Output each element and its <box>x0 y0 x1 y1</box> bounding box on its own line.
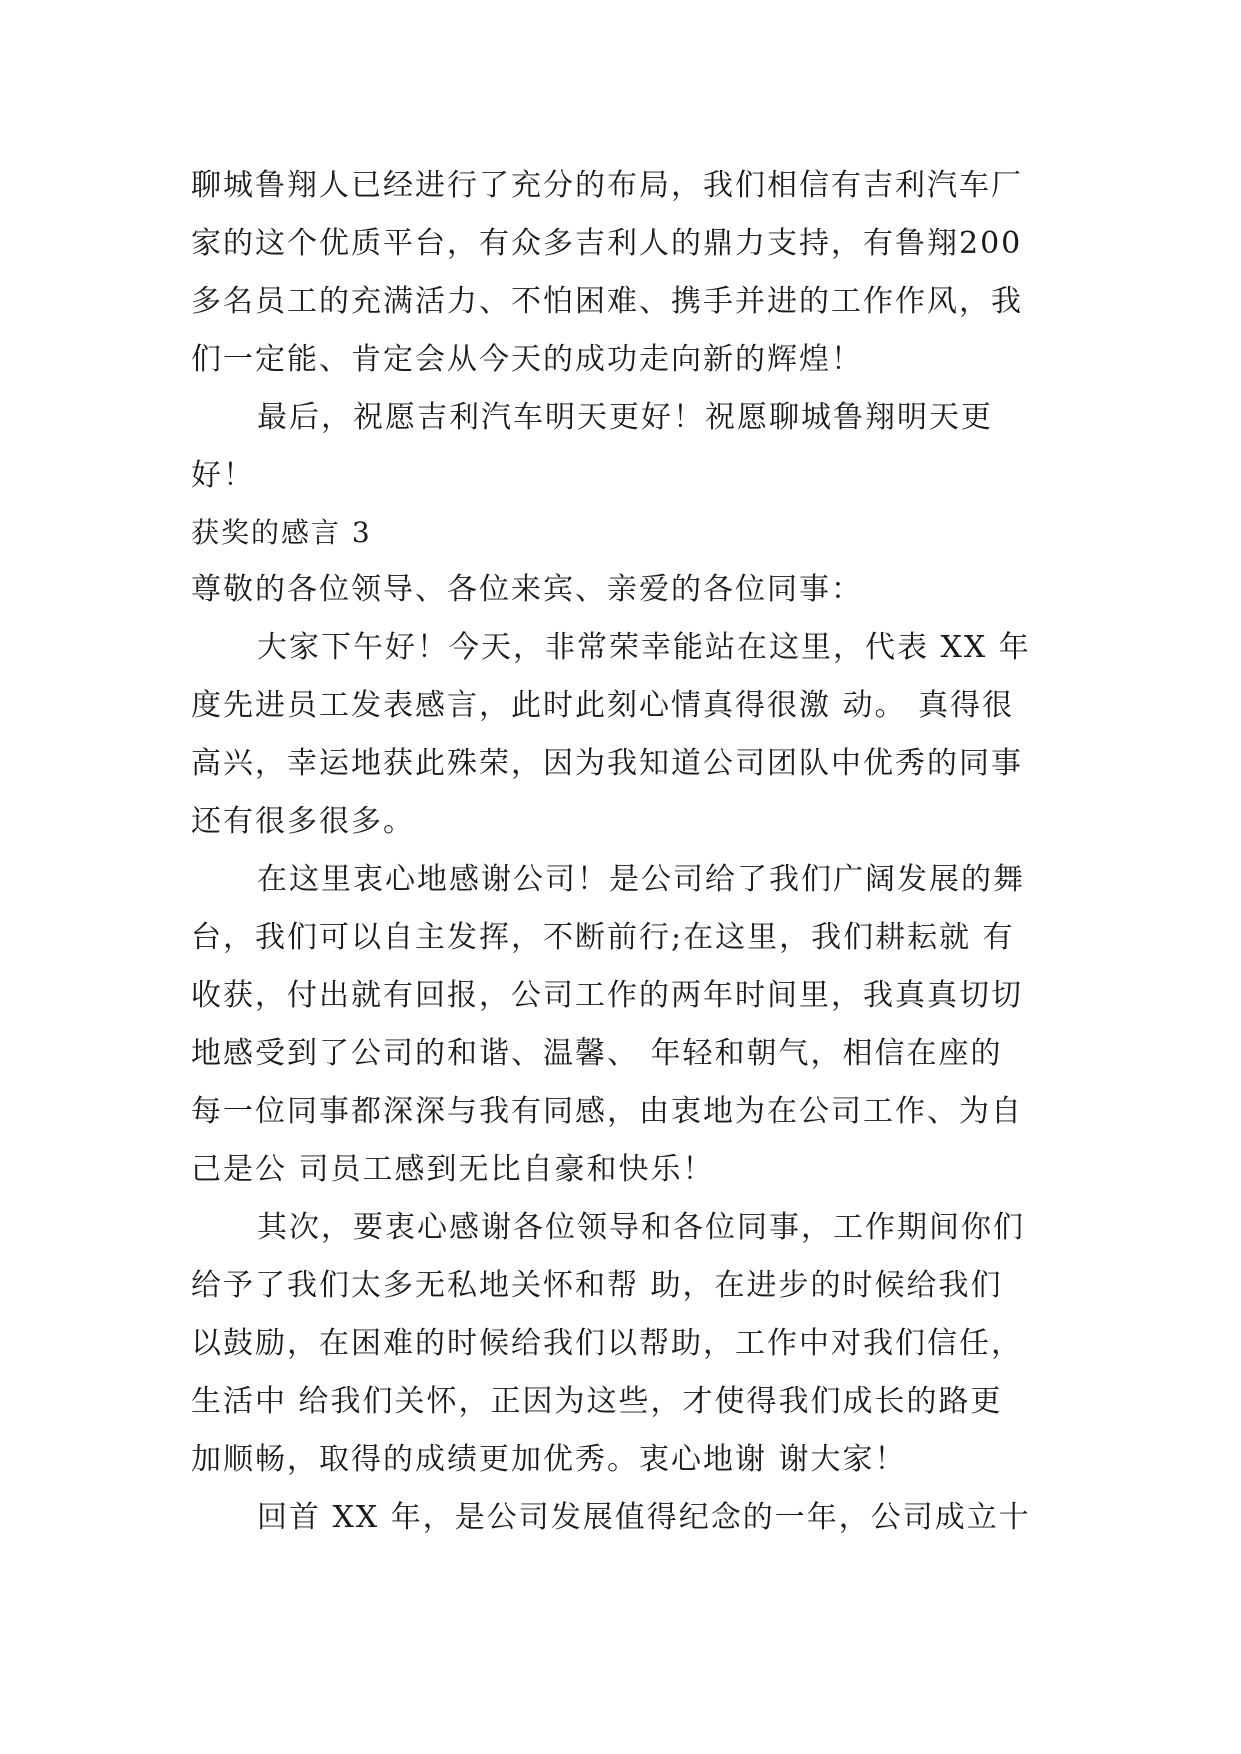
text-line: 好！ <box>191 458 255 493</box>
text-line: 大家下午好！今天，非常荣幸能站在这里，代表 XX 年 <box>257 630 1031 665</box>
text-line: 多名员工的充满活力、不怕困难、携手并进的工作作风，我 <box>191 284 1023 319</box>
section-title: 获奖的感言 3 <box>191 516 372 549</box>
text-line: 度先进员工发表感言，此时此刻心情真得很激 动。 真得很 <box>191 688 1015 723</box>
text-line: 给予了我们太多无私地关怀和帮 助，在进步的时候给我们 <box>191 1268 1003 1303</box>
text-line: 己是公 司员工感到无比自豪和快乐！ <box>191 1152 715 1187</box>
text-line: 高兴，幸运地获此殊荣，因为我知道公司团队中优秀的同事 <box>191 746 1023 781</box>
text-line: 家的这个优质平台，有众多吉利人的鼎力支持，有鲁翔200 <box>191 226 1023 261</box>
text-line: 台，我们可以自主发挥，不断前行;在这里，我们耕耘就 有 <box>191 920 1015 955</box>
document-page <box>191 157 1053 1547</box>
paragraph-greeting <box>191 619 1053 851</box>
text-line: 生活中 给我们关怀，正因为这些，才使得我们成长的路更 <box>191 1384 1003 1419</box>
text-line: 还有很多很多。 <box>191 804 415 839</box>
text-line: 回首 XX 年，是公司发展值得纪念的一年，公司成立十 <box>257 1500 1031 1535</box>
text-line: 们一定能、肯定会从今天的成功走向新的辉煌！ <box>191 342 863 377</box>
intro-paragraph <box>191 157 1053 389</box>
text-line: 聊城鲁翔人已经进行了充分的布局，我们相信有吉利汽车厂 <box>191 168 1023 203</box>
paragraph-thanks-company <box>191 851 1053 1199</box>
text-line: 地感受到了公司的和谐、温馨、 年轻和朝气，相信在座的 <box>191 1036 1003 1071</box>
text-line: 收获，付出就有回报，公司工作的两年时间里，我真真切切 <box>191 978 1023 1013</box>
text-line: 在这里衷心地感谢公司！是公司给了我们广阔发展的舞 <box>257 862 1025 897</box>
closing-paragraph <box>191 389 1053 505</box>
text-line: 最后，祝愿吉利汽车明天更好！祝愿聊城鲁翔明天更 <box>257 400 993 435</box>
text-line: 其次，要衷心感谢各位领导和各位同事，工作期间你们 <box>257 1210 1025 1245</box>
text-line: 加顺畅，取得的成绩更加优秀。衷心地谢 谢大家！ <box>191 1442 907 1477</box>
paragraph-review <box>191 1489 1053 1547</box>
text-line: 以鼓励，在困难的时候给我们以帮助，工作中对我们信任， <box>191 1326 1023 1361</box>
text-line: 每一位同事都深深与我有同感，由衷地为在公司工作、为自 <box>191 1094 1023 1129</box>
paragraph-thanks-colleagues <box>191 1199 1053 1489</box>
salutation: 尊敬的各位领导、各位来宾、亲爱的各位同事： <box>191 572 863 607</box>
